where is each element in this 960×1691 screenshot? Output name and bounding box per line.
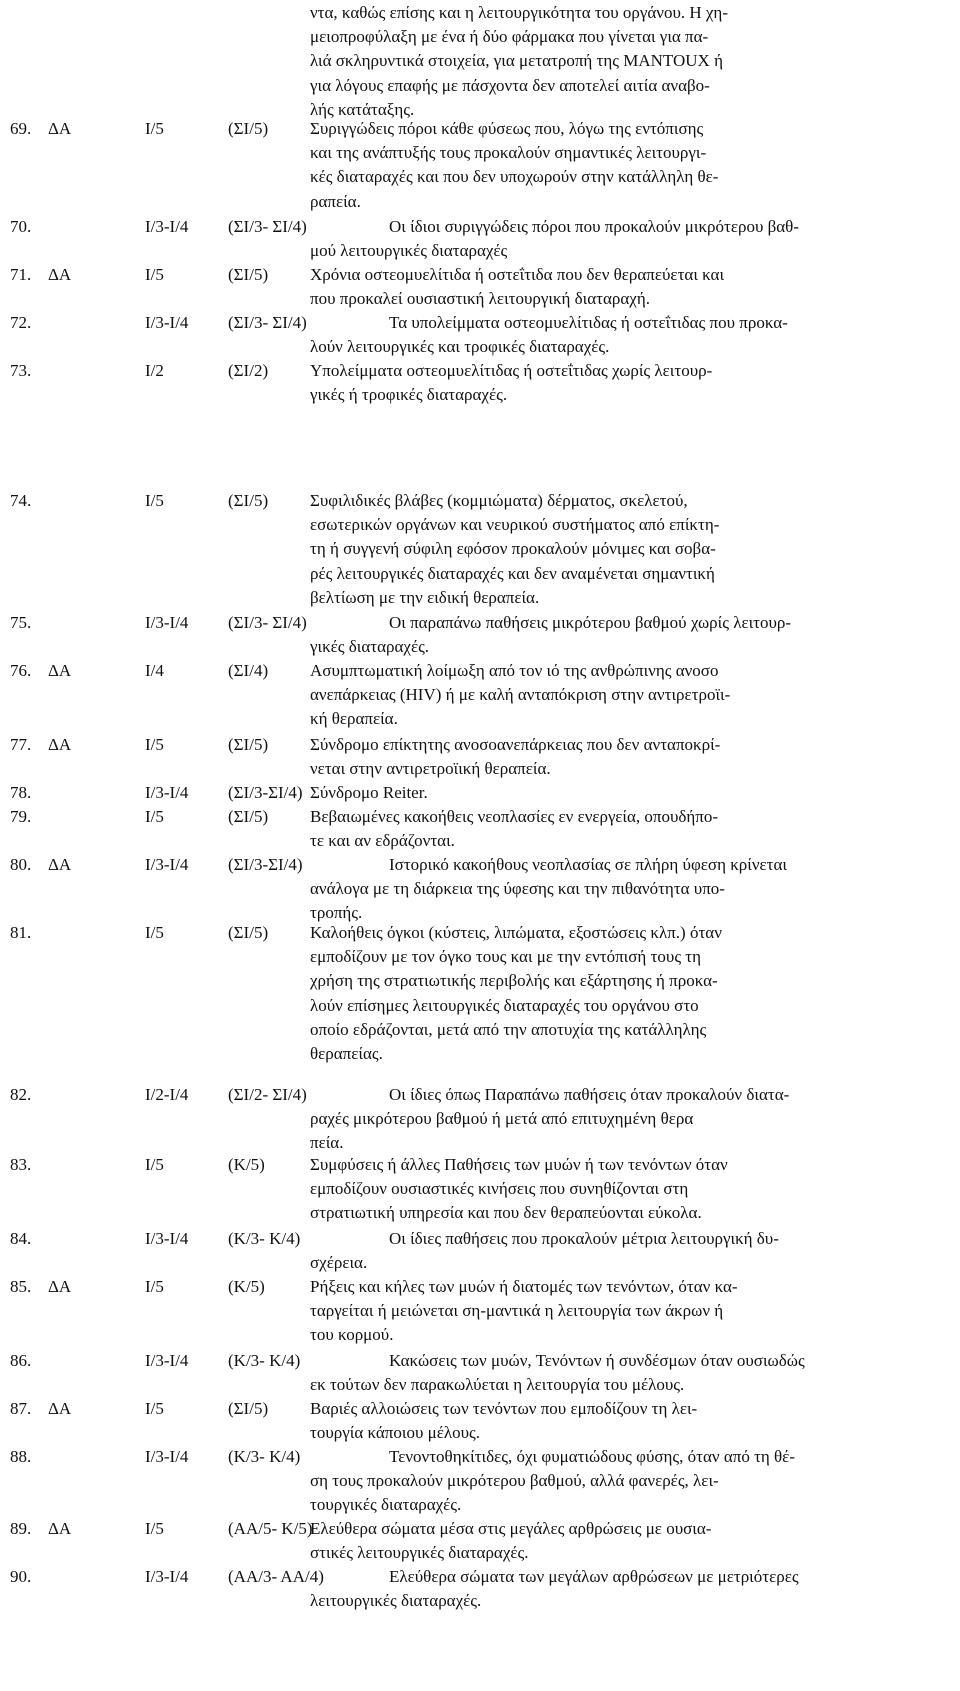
entry-line [0,660,960,682]
entry-text: τροπής. [310,903,363,923]
entry-text: κή θεραπεία. [310,709,398,729]
entry-line [0,1398,960,1420]
entry-code: (Κ/3- Κ/4) [228,1351,301,1370]
entry-number: 74. [10,491,32,510]
entry-code: (ΣΙ/3-ΣΙ/4) [228,783,303,802]
entry-line [0,878,960,900]
entry-line [0,1252,960,1274]
entry-line [0,514,960,536]
intro-line [0,2,960,24]
entry-code: (Κ/5) [228,1155,265,1174]
entry-number: 83. [10,1155,32,1174]
entry-degree: Ι/5 [145,491,164,510]
entry-code: (ΣΙ/3- ΣΙ/4) [228,217,307,236]
entry-line [0,734,960,756]
entry-text: Ρήξεις και κήλες των μυών ή διατομές των τενόντων, όταν κα- [310,1277,738,1296]
entry-text: που προκαλεί ουσιαστική λειτουργική διαταραχή. [310,289,650,309]
entry-degree: Ι/5 [145,119,164,138]
entry-line [0,1276,960,1298]
intro-text: ντα, καθώς επίσης και η λειτουργικότητα του οργάνου. Η χη- [310,3,728,22]
entry-text: Καλοήθεις όγκοι (κύστεις, λιπώματα, εξοστώσεις κλπ.) όταν [310,923,722,942]
entry-line [0,1043,960,1065]
intro-text: λής κατάταξης. [310,99,415,119]
da-marker: ΔΑ [48,265,72,284]
entry-code: (ΣΙ/5) [228,265,269,284]
entry-number: 75. [10,613,32,632]
entry-degree: Ι/5 [145,1277,164,1296]
entry-text: Ελεύθερα σώματα μέσα στις μεγάλες αρθρώσεις με ουσια- [310,1519,712,1538]
entry-text: Υπολείμματα οστεομυελίτιδας ή οστεΐτιδας χωρίς λειτουρ- [310,361,713,380]
entry-degree: Ι/5 [145,1399,164,1418]
entry-text: βελτίωση με την ειδική θεραπεία. [310,587,540,607]
entry-text: Ελεύθερα σώματα των μεγάλων αρθρώσεων με μετριότερες [389,1567,799,1586]
intro-line [0,26,960,48]
da-marker: ΔΑ [48,855,72,874]
entry-code: (ΣΙ/2- ΣΙ/4) [228,1085,307,1104]
entry-text: Χρόνια οστεομυελίτιδα ή οστεΐτιδα που δεν θεραπεύεται και [310,265,725,284]
entry-line [0,264,960,286]
entry-code: (ΣΙ/3- ΣΙ/4) [228,313,307,332]
entry-text: Ιστορικό κακοήθους νεοπλασίας σε πλήρη ύφεση κρίνεται [389,855,787,874]
entry-line [0,1446,960,1468]
entry-text: Σύνδρομο επίκτητης ανοσοανεπάρκειας που δεν ανταποκρί- [310,735,721,754]
entry-text: Συφιλιδικές βλάβες (κομμιώματα) δέρματος, σκελετού, [310,491,688,510]
entry-line [0,1350,960,1372]
entry-number: 73. [10,361,32,380]
entry-line [0,1084,960,1106]
entry-text: Τενοντοθηκίτιδες, όχι φυματιώδους φύσης, όταν από τη θέ- [389,1447,795,1466]
entry-text: τη ή συγγενή σύφιλη εφόσον προκαλούν μόνιμες και σοβα- [310,539,716,559]
entry-line [0,922,960,944]
entry-line [0,312,960,334]
entry-line [0,1324,960,1346]
entry-code: (ΑΑ/5- Κ/5) [228,1519,313,1538]
entry-line [0,1590,960,1612]
intro-text: για λόγους επαφής με πάσχοντα δεν αποτελεί αιτία αναβο- [310,75,710,95]
entry-degree: Ι/3-Ι/4 [145,1351,189,1370]
entry-line [0,490,960,512]
entry-line [0,1202,960,1224]
entry-degree: Ι/3-Ι/4 [145,1229,189,1248]
entry-number: 69. [10,119,32,138]
entry-number: 82. [10,1085,32,1104]
entry-line [0,240,960,262]
entry-line [0,1108,960,1130]
entry-line [0,191,960,213]
entry-line [0,384,960,406]
entry-degree: Ι/5 [145,265,164,284]
entry-line [0,563,960,585]
entry-number: 85. [10,1277,32,1296]
entry-code: (ΣΙ/5) [228,491,269,510]
entry-number: 89. [10,1519,32,1538]
entry-number: 87. [10,1399,32,1418]
entry-text: Βαριές αλλοιώσεις των τενόντων που εμποδίζουν τη λει- [310,1399,698,1418]
entry-line [0,538,960,560]
entry-text: λούν λειτουργικές και τροφικές διαταραχές. [310,337,610,357]
entry-code: (ΣΙ/3-ΣΙ/4) [228,855,303,874]
intro-line [0,75,960,97]
entry-number: 80. [10,855,32,874]
entry-line [0,1228,960,1250]
entry-text: ανεπάρκειας (HIV) ή με καλή ανταπόκριση στην αντιρετροϊι- [310,685,731,705]
entry-text: ανάλογα με τη διάρκεια της ύφεσης και την πιθανότητα υπο- [310,879,725,899]
entry-line [0,118,960,140]
entry-code: (ΣΙ/2) [228,361,269,380]
entry-line [0,1154,960,1176]
entry-degree: Ι/3-Ι/4 [145,1567,189,1586]
entry-line [0,758,960,780]
intro-line [0,50,960,72]
entry-line [0,360,960,382]
entry-text: μού λειτουργικές διαταραχές [310,241,508,261]
entry-text: ραπεία. [310,191,361,211]
entry-line [0,1518,960,1540]
entry-text: Οι ίδιες παθήσεις που προκαλούν μέτρια λειτουργική δυ- [389,1229,779,1248]
entry-number: 84. [10,1229,32,1248]
entry-degree: Ι/3-Ι/4 [145,1447,189,1466]
entry-degree: Ι/5 [145,1519,164,1538]
entry-line [0,970,960,992]
entry-number: 71. [10,265,32,284]
entry-text: εκ τούτων δεν παρακωλύεται η λειτουργία του μέλους. [310,1375,685,1395]
entry-line [0,1178,960,1200]
entry-text: λειτουργικές διαταραχές. [310,1591,482,1611]
entry-code: (Κ/3- Κ/4) [228,1229,301,1248]
entry-degree: Ι/2-Ι/4 [145,1085,189,1104]
entry-code: (ΣΙ/5) [228,119,269,138]
entry-text: στικές λειτουργικές διαταραχές. [310,1543,529,1563]
entry-number: 90. [10,1567,32,1586]
entry-code: (ΣΙ/5) [228,807,269,826]
entry-degree: Ι/3-Ι/4 [145,613,189,632]
entry-line [0,1132,960,1154]
entry-line [0,587,960,609]
entry-text: θεραπείας. [310,1044,383,1063]
entry-code: (Κ/3- Κ/4) [228,1447,301,1466]
entry-code: (ΣΙ/3- ΣΙ/4) [228,613,307,632]
entry-degree: Ι/5 [145,1155,164,1174]
intro-text: λιά σκληρυντικά στοιχεία, για μετατροπή της MANTOUX ή [310,51,723,71]
entry-line [0,995,960,1017]
entry-line [0,854,960,876]
entry-text: και της ανάπτυξής τους προκαλούν σημαντικές λειτουργι- [310,143,707,163]
entry-number: 79. [10,807,32,826]
entry-number: 76. [10,661,32,680]
entry-degree: Ι/3-Ι/4 [145,855,189,874]
entry-text: τουργία κάποιου μέλους. [310,1423,481,1443]
entry-line [0,288,960,310]
entry-degree: Ι/3-Ι/4 [145,313,189,332]
entry-line [0,166,960,188]
entry-text: εμποδίζουν με τον όγκο τους και με την εντόπισή τους τη [310,947,702,967]
entry-line [0,1494,960,1516]
entry-line [0,1019,960,1041]
entry-line [0,1422,960,1444]
entry-line [0,1300,960,1322]
entry-code: (ΣΙ/4) [228,661,269,680]
entry-text: Συριγγώδεις πόροι κάθε φύσεως που, λόγω της εντόπισης [310,119,704,138]
da-marker: ΔΑ [48,735,72,754]
entry-text: του κορμού. [310,1325,394,1345]
entry-number: 72. [10,313,32,332]
entry-number: 78. [10,783,32,802]
entry-line [0,636,960,658]
entry-line [0,1470,960,1492]
entry-text: Συμφύσεις ή άλλες Παθήσεις των μυών ή των τενόντων όταν [310,1155,728,1174]
entry-text: στρατιωτική υπηρεσία και που δεν θεραπεύονται εύκολα. [310,1203,702,1223]
entry-line [0,708,960,730]
entry-line [0,830,960,852]
entry-line [0,806,960,828]
entry-text: οποίο εδράζονται, μετά από την αποτυχία της κατάλληλης [310,1019,707,1039]
entry-degree: Ι/5 [145,807,164,826]
entry-degree: Ι/5 [145,923,164,942]
entry-text: Σύνδρομο Reiter. [310,783,428,802]
entry-text: εμποδίζουν ουσιαστικές κινήσεις που συνηθίζονται στη [310,1179,689,1199]
entry-text: Βεβαιωμένες κακοήθεις νεοπλασίες εν ενεργεία, οπουδήπο- [310,807,719,826]
entry-text: κές διαταραχές και που δεν υποχωρούν στην κατάλληλη θε- [310,167,719,187]
entry-text: τε και αν εδράζονται. [310,831,455,851]
entry-degree: Ι/2 [145,361,164,380]
entry-line [0,1374,960,1396]
entry-text: Ασυμπτωματική λοίμωξη από τον ιό της ανθρώπινης ανοσο [310,661,719,680]
entry-text: πεία. [310,1133,344,1153]
entry-degree: Ι/4 [145,661,164,680]
entry-text: εσωτερικών οργάνων και νευρικού συστήματος από επίκτη- [310,515,720,535]
entry-text: γικές ή τροφικές διαταραχές. [310,385,508,405]
intro-text: μειοπροφύλαξη με ένα ή δύο φάρμακα που γίνεται για πα- [310,27,709,47]
entry-degree: Ι/3-Ι/4 [145,217,189,236]
entry-line [0,336,960,358]
entry-degree: Ι/5 [145,735,164,754]
entry-number: 88. [10,1447,32,1466]
entry-text: Τα υπολείμματα οστεομυελίτιδας ή οστεΐτιδας που προκα- [389,313,788,332]
entry-text: λούν επίσημες λειτουργικές διαταραχές του οργάνου στο [310,995,699,1015]
da-marker: ΔΑ [48,119,72,138]
entry-line [0,1566,960,1588]
da-marker: ΔΑ [48,1519,72,1538]
da-marker: ΔΑ [48,661,72,680]
entry-number: 70. [10,217,32,236]
entry-degree: Ι/3-Ι/4 [145,783,189,802]
entry-text: γικές διαταραχές. [310,637,430,657]
entry-number: 86. [10,1351,32,1370]
entry-number: 81. [10,923,32,942]
da-marker: ΔΑ [48,1399,72,1418]
entry-number: 77. [10,735,32,754]
entry-text: νεται στην αντιρετροϊική θεραπεία. [310,759,551,779]
entry-line [0,946,960,968]
entry-text: Οι παραπάνω παθήσεις μικρότερου βαθμού χωρίς λειτουρ- [389,613,792,632]
entry-line [0,216,960,238]
entry-code: (ΣΙ/5) [228,923,269,942]
entry-line [0,1542,960,1564]
entry-code: (ΣΙ/5) [228,735,269,754]
entry-text: Κακώσεις των μυών, Τενόντων ή συνδέσμων όταν ουσιωδώς [389,1351,805,1370]
entry-text: Οι ίδιοι συριγγώδεις πόροι που προκαλούν μικρότερου βαθ- [389,217,799,236]
entry-text: ταργείται ή μειώνεται ση-μαντικά η λειτουργία των άκρων ή [310,1301,724,1321]
entry-line [0,142,960,164]
entry-code: (ΣΙ/5) [228,1399,269,1418]
entry-text: ρές λειτουργικές διαταραχές και δεν αναμένεται σημαντική [310,563,715,583]
entry-line [0,782,960,804]
entry-text: χρήση της στρατιωτικής περιβολής και εξάρτησης ή προκα- [310,971,718,991]
entry-code: (Κ/5) [228,1277,265,1296]
entry-code: (ΑΑ/3- ΑΑ/4) [228,1567,324,1586]
entry-text: ση τους προκαλούν μικρότερου βαθμού, αλλά φανερές, λει- [310,1471,719,1491]
entry-text: Οι ίδιες όπως Παραπάνω παθήσεις όταν προκαλούν διατα- [389,1085,790,1104]
entry-text: σχέρεια. [310,1253,368,1273]
da-marker: ΔΑ [48,1277,72,1296]
entry-line [0,684,960,706]
entry-text: ραχές μικρότερου βαθμού ή μετά από επιτυχημένη θερα [310,1109,694,1129]
entry-text: τουργικές διαταραχές. [310,1495,462,1515]
entry-line [0,612,960,634]
